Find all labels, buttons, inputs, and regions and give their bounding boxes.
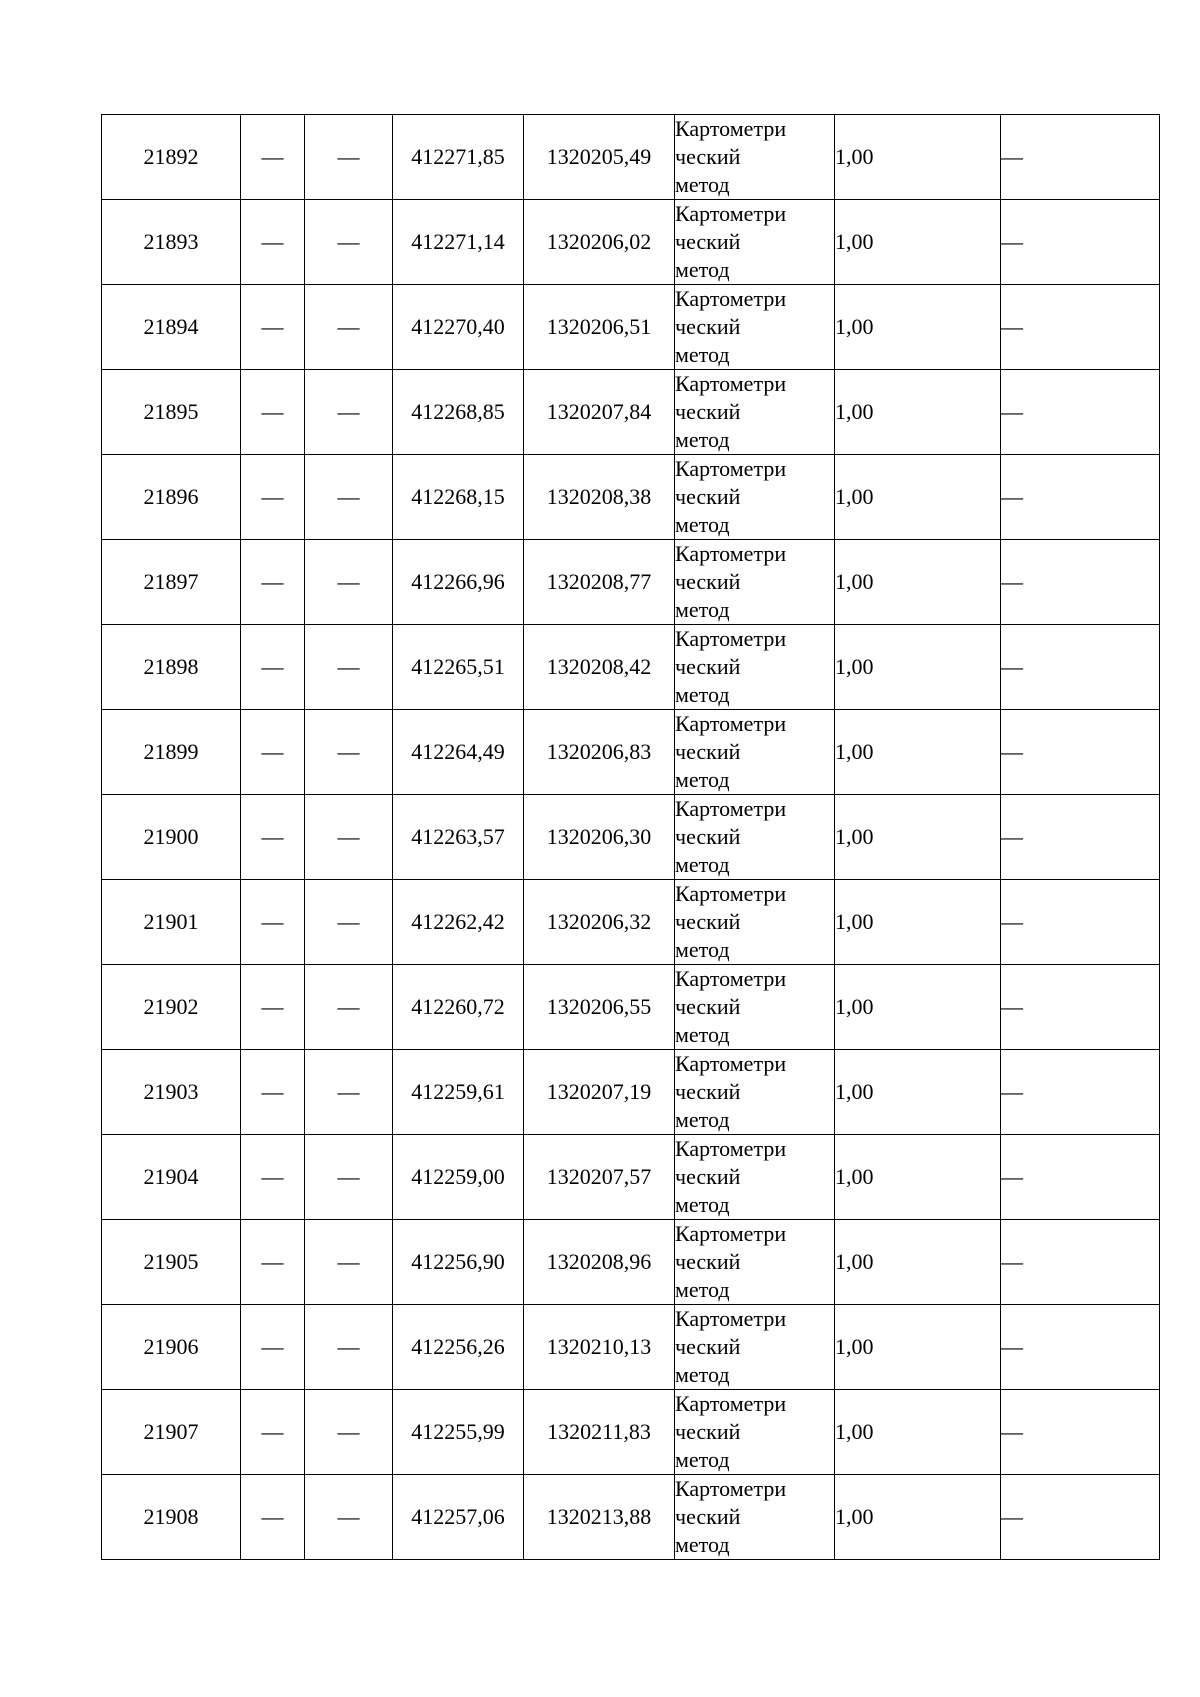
empty-dash-cell: — [305,1390,393,1475]
method-line: метод [675,597,730,622]
x-coordinate-cell: 412268,85 [393,370,524,455]
method-line: Картометри [675,1051,787,1076]
empty-dash-cell: — [241,795,305,880]
accuracy-cell: 1,00 [835,540,1001,625]
method-cell [675,1050,835,1135]
accuracy-cell: 1,00 [835,1050,1001,1135]
empty-dash-cell: — [241,1305,305,1390]
method-line: Картометри [675,286,787,311]
x-coordinate-cell: 412262,42 [393,880,524,965]
point-number-cell: 21907 [102,1390,241,1475]
y-coordinate-cell: 1320208,42 [524,625,675,710]
x-coordinate-cell: 412257,06 [393,1475,524,1560]
table-row [102,965,1160,1050]
table-row [102,370,1160,455]
x-coordinate-cell: 412266,96 [393,540,524,625]
table-row [102,1475,1160,1560]
method-line: ческий [675,569,741,594]
table-row [102,200,1160,285]
method-line: Картометри [675,1476,787,1501]
method-line: Картометри [675,1391,787,1416]
empty-dash-cell: — [241,115,305,200]
empty-dash-cell: — [1001,965,1160,1050]
y-coordinate-cell: 1320207,57 [524,1135,675,1220]
y-coordinate-cell: 1320210,13 [524,1305,675,1390]
empty-dash-cell: — [241,880,305,965]
accuracy-cell: 1,00 [835,285,1001,370]
empty-dash-cell: — [1001,115,1160,200]
x-coordinate-cell: 412271,85 [393,115,524,200]
accuracy-cell: 1,00 [835,1135,1001,1220]
y-coordinate-cell: 1320206,02 [524,200,675,285]
point-number-cell: 21900 [102,795,241,880]
empty-dash-cell: — [305,710,393,795]
point-number-cell: 21892 [102,115,241,200]
x-coordinate-cell: 412260,72 [393,965,524,1050]
method-line: метод [675,512,730,537]
point-number-cell: 21905 [102,1220,241,1305]
method-line: метод [675,1447,730,1472]
empty-dash-cell: — [1001,1305,1160,1390]
empty-dash-cell: — [1001,880,1160,965]
y-coordinate-cell: 1320206,51 [524,285,675,370]
y-coordinate-cell: 1320207,84 [524,370,675,455]
accuracy-cell: 1,00 [835,965,1001,1050]
method-line: ческий [675,994,741,1019]
method-line: ческий [675,1249,741,1274]
method-cell [675,455,835,540]
point-number-cell: 21904 [102,1135,241,1220]
table-row [102,1050,1160,1135]
empty-dash-cell: — [241,965,305,1050]
empty-dash-cell: — [241,1050,305,1135]
empty-dash-cell: — [305,200,393,285]
empty-dash-cell: — [241,455,305,540]
method-line: Картометри [675,1306,787,1331]
point-number-cell: 21901 [102,880,241,965]
method-line: метод [675,1192,730,1217]
empty-dash-cell: — [1001,1135,1160,1220]
empty-dash-cell: — [305,1135,393,1220]
method-cell [675,200,835,285]
method-line: Картометри [675,1136,787,1161]
point-number-cell: 21898 [102,625,241,710]
empty-dash-cell: — [241,540,305,625]
method-line: Картометри [675,711,787,736]
method-cell [675,1305,835,1390]
table-row [102,880,1160,965]
empty-dash-cell: — [305,455,393,540]
empty-dash-cell: — [305,285,393,370]
method-line: ческий [675,1164,741,1189]
empty-dash-cell: — [305,880,393,965]
method-line: Картометри [675,881,787,906]
empty-dash-cell: — [1001,370,1160,455]
accuracy-cell: 1,00 [835,1220,1001,1305]
method-line: ческий [675,144,741,169]
accuracy-cell: 1,00 [835,200,1001,285]
accuracy-cell: 1,00 [835,625,1001,710]
method-line: Картометри [675,796,787,821]
table-row [102,795,1160,880]
method-cell [675,965,835,1050]
x-coordinate-cell: 412259,61 [393,1050,524,1135]
method-line: Картометри [675,371,787,396]
accuracy-cell: 1,00 [835,880,1001,965]
accuracy-cell: 1,00 [835,370,1001,455]
method-line: ческий [675,909,741,934]
x-coordinate-cell: 412265,51 [393,625,524,710]
table-row [102,1135,1160,1220]
method-line: Картометри [675,456,787,481]
method-cell [675,370,835,455]
y-coordinate-cell: 1320206,83 [524,710,675,795]
method-cell [675,795,835,880]
coordinates-table [101,114,1160,1560]
method-line: ческий [675,1334,741,1359]
x-coordinate-cell: 412263,57 [393,795,524,880]
point-number-cell: 21899 [102,710,241,795]
empty-dash-cell: — [241,370,305,455]
method-cell [675,1220,835,1305]
empty-dash-cell: — [1001,625,1160,710]
y-coordinate-cell: 1320208,77 [524,540,675,625]
method-line: Картометри [675,966,787,991]
table-row [102,115,1160,200]
y-coordinate-cell: 1320206,55 [524,965,675,1050]
empty-dash-cell: — [241,285,305,370]
y-coordinate-cell: 1320205,49 [524,115,675,200]
y-coordinate-cell: 1320213,88 [524,1475,675,1560]
method-line: Картометри [675,116,787,141]
empty-dash-cell: — [1001,1390,1160,1475]
method-line: метод [675,172,730,197]
table-body [102,115,1160,1560]
accuracy-cell: 1,00 [835,1305,1001,1390]
method-line: метод [675,937,730,962]
point-number-cell: 21902 [102,965,241,1050]
empty-dash-cell: — [305,1305,393,1390]
method-line: метод [675,1532,730,1557]
method-cell [675,710,835,795]
table-row [102,1305,1160,1390]
y-coordinate-cell: 1320206,32 [524,880,675,965]
method-line: Картометри [675,541,787,566]
y-coordinate-cell: 1320208,96 [524,1220,675,1305]
x-coordinate-cell: 412270,40 [393,285,524,370]
method-line: метод [675,1022,730,1047]
method-line: ческий [675,399,741,424]
method-line: ческий [675,314,741,339]
empty-dash-cell: — [1001,1220,1160,1305]
method-cell [675,625,835,710]
empty-dash-cell: — [1001,1475,1160,1560]
y-coordinate-cell: 1320208,38 [524,455,675,540]
method-line: ческий [675,824,741,849]
empty-dash-cell: — [305,1220,393,1305]
empty-dash-cell: — [1001,540,1160,625]
x-coordinate-cell: 412256,26 [393,1305,524,1390]
point-number-cell: 21908 [102,1475,241,1560]
x-coordinate-cell: 412256,90 [393,1220,524,1305]
accuracy-cell: 1,00 [835,1475,1001,1560]
method-cell [675,1475,835,1560]
method-line: метод [675,427,730,452]
method-line: метод [675,852,730,877]
empty-dash-cell: — [241,1135,305,1220]
x-coordinate-cell: 412259,00 [393,1135,524,1220]
empty-dash-cell: — [305,795,393,880]
empty-dash-cell: — [305,1050,393,1135]
empty-dash-cell: — [241,1220,305,1305]
empty-dash-cell: — [305,625,393,710]
point-number-cell: 21894 [102,285,241,370]
method-line: ческий [675,654,741,679]
point-number-cell: 21896 [102,455,241,540]
method-line: ческий [675,1079,741,1104]
x-coordinate-cell: 412271,14 [393,200,524,285]
method-cell [675,540,835,625]
table-row [102,1220,1160,1305]
empty-dash-cell: — [305,540,393,625]
empty-dash-cell: — [241,1475,305,1560]
method-line: метод [675,1362,730,1387]
empty-dash-cell: — [1001,285,1160,370]
empty-dash-cell: — [305,1475,393,1560]
point-number-cell: 21893 [102,200,241,285]
x-coordinate-cell: 412255,99 [393,1390,524,1475]
empty-dash-cell: — [305,370,393,455]
method-line: ческий [675,1504,741,1529]
method-cell [675,1390,835,1475]
table-row [102,540,1160,625]
empty-dash-cell: — [241,200,305,285]
empty-dash-cell: — [241,625,305,710]
method-line: метод [675,767,730,792]
method-line: Картометри [675,1221,787,1246]
x-coordinate-cell: 412264,49 [393,710,524,795]
empty-dash-cell: — [1001,200,1160,285]
x-coordinate-cell: 412268,15 [393,455,524,540]
point-number-cell: 21903 [102,1050,241,1135]
empty-dash-cell: — [1001,455,1160,540]
accuracy-cell: 1,00 [835,115,1001,200]
empty-dash-cell: — [305,115,393,200]
point-number-cell: 21895 [102,370,241,455]
empty-dash-cell: — [305,965,393,1050]
empty-dash-cell: — [241,1390,305,1475]
empty-dash-cell: — [1001,1050,1160,1135]
accuracy-cell: 1,00 [835,455,1001,540]
table-row [102,1390,1160,1475]
y-coordinate-cell: 1320207,19 [524,1050,675,1135]
table-row [102,455,1160,540]
method-line: ческий [675,1419,741,1444]
table-row [102,285,1160,370]
method-line: ческий [675,484,741,509]
method-line: метод [675,682,730,707]
method-line: метод [675,342,730,367]
method-line: метод [675,1277,730,1302]
method-line: ческий [675,739,741,764]
point-number-cell: 21897 [102,540,241,625]
table-row [102,710,1160,795]
method-cell [675,880,835,965]
table-row [102,625,1160,710]
method-line: Картометри [675,626,787,651]
method-line: ческий [675,229,741,254]
method-cell [675,115,835,200]
accuracy-cell: 1,00 [835,710,1001,795]
accuracy-cell: 1,00 [835,795,1001,880]
y-coordinate-cell: 1320211,83 [524,1390,675,1475]
accuracy-cell: 1,00 [835,1390,1001,1475]
empty-dash-cell: — [1001,710,1160,795]
point-number-cell: 21906 [102,1305,241,1390]
method-cell [675,1135,835,1220]
y-coordinate-cell: 1320206,30 [524,795,675,880]
empty-dash-cell: — [1001,795,1160,880]
empty-dash-cell: — [241,710,305,795]
method-line: метод [675,1107,730,1132]
method-line: Картометри [675,201,787,226]
method-line: метод [675,257,730,282]
method-cell [675,285,835,370]
